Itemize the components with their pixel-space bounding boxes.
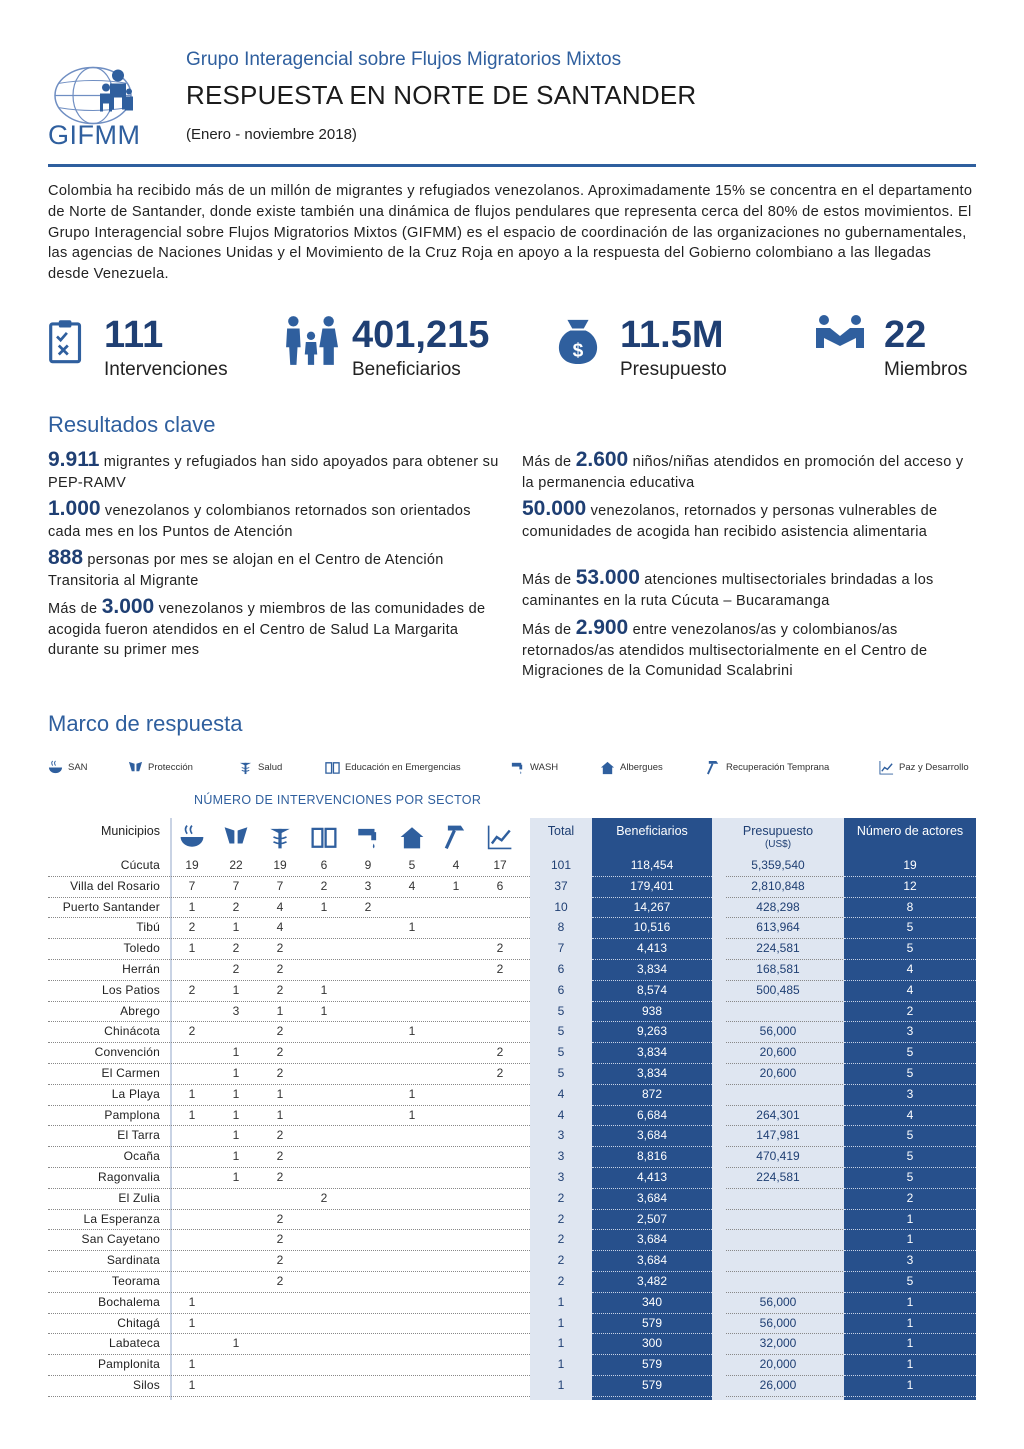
beneficiarios-cell: 2,507 [636, 1211, 668, 1226]
results-heading: Resultados clave [48, 412, 216, 437]
kpi-value: 11.5M [620, 314, 724, 356]
sector-count: 19 [273, 858, 287, 872]
beneficiarios-cell: 579 [641, 1357, 663, 1372]
beneficiarios-cell: 3,482 [636, 1274, 668, 1288]
sector-count: 7 [232, 878, 240, 893]
money-bag-icon [554, 314, 602, 368]
actores-cell: 4 [906, 982, 914, 997]
total-cell: 2 [557, 1190, 565, 1205]
row-divider [48, 1396, 530, 1397]
municipio-name: Ocaña [123, 1149, 160, 1164]
shelter-icon [398, 824, 426, 850]
actores-cell: 1 [906, 1294, 914, 1309]
result-number: 9.911 [48, 448, 100, 471]
sector-count: 2 [232, 899, 240, 914]
sector-count: 2 [276, 1170, 284, 1184]
row-divider [726, 1396, 843, 1397]
sector-count: 1 [232, 1336, 240, 1351]
beneficiarios-cell: 3,834 [636, 1045, 668, 1060]
sector-count: 2 [188, 982, 196, 997]
sector-count: 1 [188, 941, 196, 956]
total-cell: 4 [557, 1107, 565, 1122]
sector-count: 1 [232, 920, 240, 935]
municipio-name: Villa del Rosario [70, 878, 160, 893]
beneficiarios-cell: 6,684 [636, 1107, 668, 1122]
beneficiarios-cell: 4,413 [636, 941, 668, 956]
food-bowl-icon [48, 760, 63, 775]
sector-count: 5 [408, 858, 416, 872]
kpi-value: 22 [884, 314, 927, 356]
table-row [48, 1106, 976, 1127]
table-row [48, 1355, 976, 1376]
municipio-name: San Cayetano [81, 1232, 160, 1247]
table-row [48, 898, 976, 919]
table-row [48, 1064, 976, 1085]
sector-count: 1 [232, 1170, 240, 1184]
table-row [48, 939, 976, 960]
row-divider [592, 1396, 712, 1397]
table-row [48, 1168, 976, 1189]
legend-educacion: Educación en Emergencias [325, 760, 461, 775]
actores-cell: 4 [906, 962, 914, 976]
presupuesto-cell: 32,000 [759, 1336, 797, 1351]
actores-cell: 2 [906, 1190, 914, 1205]
sector-count: 4 [452, 858, 460, 872]
hammer-icon [706, 760, 721, 775]
total-cell: 10 [554, 899, 568, 914]
sector-count: 2 [276, 1045, 284, 1060]
municipio-name: Bochalema [98, 1294, 160, 1309]
sector-count: 1 [232, 982, 240, 997]
beneficiarios-cell: 3,684 [636, 1190, 668, 1205]
total-cell: 5 [557, 1003, 565, 1018]
legend-albergues: Albergues [600, 760, 663, 775]
sector-count: 2 [276, 1253, 284, 1268]
sector-count: 1 [320, 982, 328, 997]
actores-cell: 5 [906, 920, 914, 935]
intro-paragraph: Colombia ha recibido más de un millón de migrantes y refugiados venezolanos. Aproximadamente 15% se concentra en el departamento de Norte de Santander, donde existe también una dinámica de flujos pendulares que representa cerca del 80% de estos movimientos. El Grupo Interagencial sobre Flujos Migratorios Mixtos (GIFMM) es el espacio de coordinación de las organizaciones no gubernamentales, las agencias de Naciones Unidas y el Movimiento de la Cruz Roja en apoyo a la respuesta del Gobierno colombiano a las llegadas desde Venezuela. [48, 183, 973, 283]
sector-count: 2 [276, 962, 284, 976]
municipio-name: Sardinata [106, 1253, 160, 1268]
sector-count: 2 [232, 941, 240, 956]
total-cell: 3 [557, 1149, 565, 1164]
presupuesto-cell: 20,000 [759, 1357, 797, 1372]
result-item: Más de 2.900 entre venezolanos/as y colombianos/as retornados/as atendidos multisectorialmente en el Centro de Migraciones de la Comunidad Scalabrini [522, 616, 928, 680]
legend-wash: WASH [510, 760, 558, 775]
beneficiarios-cell: 118,454 [630, 858, 674, 872]
sector-count: 2 [320, 1190, 328, 1205]
sector-count: 2 [276, 1274, 284, 1288]
sector-count: 2 [232, 962, 240, 976]
actores-cell: 1 [906, 1336, 914, 1351]
kpi-label: Beneficiarios [352, 359, 461, 380]
actores-cell: 5 [906, 1149, 914, 1164]
total-cell: 6 [557, 962, 565, 976]
presupuesto-cell: 168,581 [756, 962, 800, 976]
sector-count: 2 [320, 878, 328, 893]
municipio-name: Chinácota [104, 1024, 160, 1039]
sector-count: 7 [188, 878, 196, 893]
table-row [48, 1210, 976, 1231]
col-actores: Número de actores [856, 824, 964, 838]
sector-count: 2 [276, 1024, 284, 1039]
actores-cell: 1 [906, 1315, 914, 1330]
sector-count: 1 [232, 1149, 240, 1164]
sector-count: 1 [452, 878, 460, 893]
water-tap-icon [354, 824, 382, 850]
table-row [48, 960, 976, 981]
beneficiarios-cell: 3,684 [636, 1128, 668, 1143]
beneficiarios-cell: 179,401 [630, 878, 674, 893]
sector-count: 1 [408, 1107, 416, 1122]
municipio-name: Pamplonita [97, 1357, 160, 1372]
beneficiarios-cell: 8,574 [636, 982, 668, 997]
table-row [48, 1293, 976, 1314]
presupuesto-cell: 428,298 [756, 899, 800, 914]
legend-salud: Salud [238, 760, 282, 775]
municipio-name: Pamplona [104, 1107, 160, 1122]
municipio-name: Chitagá [117, 1315, 160, 1330]
col-presupuesto: Presupuesto (US$) [742, 824, 814, 850]
sector-count: 2 [364, 899, 372, 914]
col-beneficiarios: Beneficiarios [616, 824, 688, 838]
sector-count: 1 [320, 1003, 328, 1018]
sector-count: 1 [232, 1107, 240, 1122]
sector-count: 1 [276, 1107, 284, 1122]
actores-cell: 5 [906, 1128, 914, 1143]
sector-count: 1 [188, 1086, 196, 1101]
actores-cell: 8 [906, 899, 914, 914]
result-number: 1.000 [48, 497, 101, 520]
actores-cell: 3 [906, 1253, 914, 1268]
total-cell: 8 [557, 920, 565, 935]
result-number: 2.900 [575, 616, 629, 639]
table-row [48, 1043, 976, 1064]
sector-count: 7 [276, 878, 284, 893]
sector-count: 1 [188, 1378, 196, 1392]
actores-cell: 4 [906, 1107, 914, 1122]
municipio-name: Herrán [122, 962, 160, 976]
kpi-label: Miembros [884, 359, 968, 380]
actores-cell: 19 [903, 858, 917, 872]
presupuesto-cell: 20,600 [759, 1066, 797, 1080]
presupuesto-cell: 264,301 [756, 1107, 800, 1122]
total-cell: 1 [557, 1378, 565, 1392]
actores-cell: 12 [903, 878, 917, 893]
sector-count: 1 [232, 1045, 240, 1060]
total-cell: 3 [557, 1170, 565, 1184]
total-cell: 1 [557, 1315, 565, 1330]
clipboard-check-icon [48, 314, 84, 368]
presupuesto-cell: 613,964 [756, 920, 800, 935]
kpi-presupuesto [554, 314, 754, 384]
municipio-name: El Carmen [101, 1066, 160, 1080]
people-icon [284, 314, 338, 368]
presupuesto-cell: 56,000 [759, 1024, 797, 1039]
beneficiarios-cell: 9,263 [636, 1024, 668, 1039]
municipio-name: La Playa [111, 1086, 160, 1101]
municipio-name: Los Patios [101, 982, 160, 997]
presupuesto-cell: 500,485 [756, 982, 800, 997]
health-caduceus-icon [266, 824, 294, 850]
result-item: 50.000 venezolanos, retornados y personas vulnerables de comunidades de acogida han recibido asistencia alimentaria [522, 497, 938, 540]
sector-count: 2 [276, 1066, 284, 1080]
sector-heading: NÚMERO DE INTERVENCIONES POR SECTOR [194, 793, 482, 807]
presupuesto-cell: 56,000 [759, 1294, 797, 1309]
table-row [48, 877, 976, 898]
handshake-icon [814, 314, 866, 354]
beneficiarios-cell: 579 [641, 1315, 663, 1330]
presupuesto-cell: 2,810,848 [751, 878, 805, 893]
total-cell: 1 [557, 1357, 565, 1372]
total-cell: 2 [557, 1274, 565, 1288]
beneficiarios-cell: 300 [641, 1336, 663, 1351]
total-cell: 5 [557, 1024, 565, 1039]
total-cell: 5 [557, 1066, 565, 1080]
table-row [48, 856, 976, 877]
municipio-name: Abrego [120, 1003, 160, 1018]
kpi-intervenciones [48, 314, 258, 384]
actores-cell: 5 [906, 1170, 914, 1184]
legend-recuperacion: Recuperación Temprana [706, 760, 829, 775]
total-cell: 3 [557, 1128, 565, 1143]
book-icon [310, 824, 338, 850]
kpi-label: Presupuesto [620, 359, 727, 380]
sector-count: 1 [188, 899, 196, 914]
sector-count: 3 [364, 878, 372, 893]
sector-legend [48, 760, 976, 780]
row-divider [844, 1396, 976, 1397]
sector-count: 1 [276, 1003, 284, 1018]
sector-count: 1 [320, 899, 328, 914]
sector-count: 1 [408, 920, 416, 935]
actores-cell: 3 [906, 1086, 914, 1101]
kpi-beneficiarios [284, 314, 524, 384]
sector-count: 19 [185, 858, 199, 872]
actores-cell: 1 [906, 1378, 914, 1392]
presupuesto-cell: 224,581 [756, 1170, 800, 1184]
actores-cell: 5 [906, 1045, 914, 1060]
sector-count: 6 [496, 878, 504, 893]
table-row [48, 1002, 976, 1023]
actores-cell: 5 [906, 1274, 914, 1288]
presupuesto-cell: 26,000 [759, 1378, 797, 1392]
beneficiarios-cell: 4,413 [636, 1170, 668, 1184]
growth-chart-icon [879, 760, 894, 775]
water-tap-icon [510, 760, 525, 775]
total-cell: 5 [557, 1045, 565, 1060]
municipio-name: Convención [94, 1045, 160, 1060]
sector-count: 9 [364, 858, 372, 872]
sector-count: 1 [232, 1086, 240, 1101]
sector-count: 4 [408, 878, 416, 893]
table-row [48, 1334, 976, 1355]
beneficiarios-cell: 8,816 [636, 1149, 668, 1164]
health-caduceus-icon [238, 760, 253, 775]
beneficiarios-cell: 938 [641, 1003, 663, 1018]
protection-hands-icon [128, 760, 143, 775]
table-row [48, 1085, 976, 1106]
total-cell: 2 [557, 1253, 565, 1268]
col-total: Total [547, 824, 575, 838]
municipio-name: Teorama [111, 1274, 160, 1288]
actores-cell: 2 [906, 1003, 914, 1018]
beneficiarios-cell: 3,834 [636, 962, 668, 976]
framework-heading: Marco de respuesta [48, 711, 243, 736]
result-item: 888 personas por mes se alojan en el Centro de Atención Transitoria al Migrante [48, 546, 444, 589]
result-item: Más de 3.000 venezolanos y miembros de las comunidades de acogida fueron atendidos en el Centro de Salud La Margarita durante su primer mes [48, 595, 486, 659]
sector-count: 2 [276, 1232, 284, 1247]
sector-count: 4 [276, 899, 284, 914]
table-row [48, 1022, 976, 1043]
total-cell: 1 [557, 1336, 565, 1351]
actores-cell: 5 [906, 941, 914, 956]
total-cell: 7 [557, 941, 565, 956]
kpi-value: 111 [104, 314, 164, 356]
sector-count: 2 [276, 982, 284, 997]
sector-count: 2 [496, 941, 504, 956]
municipio-name: Silos [132, 1378, 160, 1392]
sector-count: 2 [276, 1149, 284, 1164]
presupuesto-cell: 147,981 [756, 1128, 800, 1143]
sector-count: 1 [188, 1107, 196, 1122]
actores-cell: 1 [906, 1211, 914, 1226]
total-cell: 4 [557, 1086, 565, 1101]
presupuesto-cell: 20,600 [759, 1045, 797, 1060]
sector-count: 2 [276, 1211, 284, 1226]
result-number: 53.000 [575, 566, 640, 589]
legend-san: SAN [48, 760, 88, 775]
table-row [48, 1272, 976, 1293]
total-cell: 1 [557, 1294, 565, 1309]
result-number: 3.000 [101, 595, 155, 618]
total-cell: 2 [557, 1211, 565, 1226]
actores-cell: 3 [906, 1024, 914, 1039]
sector-count: 1 [188, 1315, 196, 1330]
sector-count: 2 [188, 920, 196, 935]
municipio-name: La Esperanza [83, 1211, 160, 1226]
table-row [48, 918, 976, 939]
municipio-name: Cúcuta [120, 858, 160, 872]
sector-count: 1 [188, 1294, 196, 1309]
table-row [48, 981, 976, 1002]
kpi-miembros [814, 314, 976, 384]
table-row [48, 1230, 976, 1251]
beneficiarios-cell: 579 [641, 1378, 663, 1392]
total-cell: 6 [557, 982, 565, 997]
presupuesto-cell: 5,359,540 [751, 858, 805, 872]
shelter-icon [600, 760, 615, 775]
actores-cell: 5 [906, 1066, 914, 1080]
municipio-name: Tibú [136, 920, 160, 935]
sector-count: 1 [408, 1024, 416, 1039]
table-row [48, 1251, 976, 1272]
municipio-name: El Zulia [118, 1190, 160, 1205]
sector-count: 1 [232, 1128, 240, 1143]
beneficiarios-cell: 10,516 [633, 920, 671, 935]
municipio-name: Puerto Santander [62, 899, 160, 914]
kpi-value: 401,215 [352, 314, 490, 356]
sector-count: 22 [229, 858, 243, 872]
growth-chart-icon [486, 824, 514, 850]
page-title: RESPUESTA EN NORTE DE SANTANDER [186, 80, 697, 110]
food-bowl-icon [178, 824, 206, 850]
sector-count: 1 [408, 1086, 416, 1101]
result-item: Más de 2.600 niños/niñas atendidos en promoción del acceso y la permanencia educativa [522, 448, 964, 491]
sector-count: 2 [496, 1045, 504, 1060]
result-number: 50.000 [522, 497, 587, 520]
sector-count: 1 [188, 1357, 196, 1372]
sector-count: 4 [276, 920, 284, 935]
presupuesto-cell: 56,000 [759, 1315, 797, 1330]
table-row [48, 1314, 976, 1335]
table-row [48, 1147, 976, 1168]
beneficiarios-cell: 3,834 [636, 1066, 668, 1080]
sector-count: 2 [496, 1066, 504, 1080]
legend-proteccion: Protección [128, 760, 193, 775]
sector-count: 3 [232, 1003, 240, 1018]
total-cell: 101 [550, 858, 572, 872]
result-item: 9.911 migrantes y refugiados han sido apoyados para obtener su PEP-RAMV [48, 448, 499, 491]
sector-count: 1 [276, 1086, 284, 1101]
sector-count: 1 [232, 1066, 240, 1080]
result-item: 1.000 venezolanos y colombianos retornados son orientados cada mes en los Puntos de Atención [48, 497, 471, 540]
total-cell: 2 [557, 1232, 565, 1247]
header-divider [48, 164, 976, 167]
table-row [48, 1126, 976, 1147]
logo-text: GIFMM [48, 120, 141, 150]
col-municipios: Municipios [100, 824, 160, 838]
presupuesto-cell: 470,419 [756, 1149, 800, 1164]
actores-cell: 1 [906, 1232, 914, 1247]
actores-cell: 1 [906, 1357, 914, 1372]
municipio-name: El Tarra [117, 1128, 160, 1143]
protection-hands-icon [222, 824, 250, 850]
beneficiarios-cell: 3,684 [636, 1253, 668, 1268]
sector-count: 6 [320, 858, 328, 872]
presupuesto-cell: 224,581 [756, 941, 800, 956]
legend-paz: Paz y Desarrollo [879, 760, 969, 775]
beneficiarios-cell: 14,267 [633, 899, 671, 914]
total-cell: 37 [554, 878, 568, 893]
sector-count: 17 [493, 858, 507, 872]
report-period: (Enero - noviembre 2018) [186, 126, 357, 143]
beneficiarios-cell: 872 [641, 1086, 663, 1101]
municipio-name: Labateca [109, 1336, 160, 1351]
table-row [48, 1189, 976, 1210]
beneficiarios-cell: 3,684 [636, 1232, 668, 1247]
svg-text:$: $ [572, 340, 584, 362]
report-subtitle: Grupo Interagencial sobre Flujos Migratorios Mixtos [186, 49, 622, 70]
table-row [48, 1376, 976, 1397]
municipio-name: Ragonvalia [97, 1170, 160, 1184]
municipio-name: Toledo [123, 941, 160, 956]
book-icon [325, 760, 340, 775]
sector-count: 2 [276, 1128, 284, 1143]
result-number: 888 [48, 546, 84, 569]
hammer-icon [442, 824, 470, 850]
beneficiarios-cell: 340 [641, 1294, 663, 1309]
sector-count: 2 [496, 962, 504, 976]
sector-count: 2 [188, 1024, 196, 1039]
result-item: Más de 53.000 atenciones multisectoriales brindadas a los caminantes en la ruta Cúcuta – Bucaramanga [522, 566, 934, 609]
kpi-label: Intervenciones [104, 359, 228, 380]
sector-count: 2 [276, 941, 284, 956]
result-number: 2.600 [575, 448, 629, 471]
